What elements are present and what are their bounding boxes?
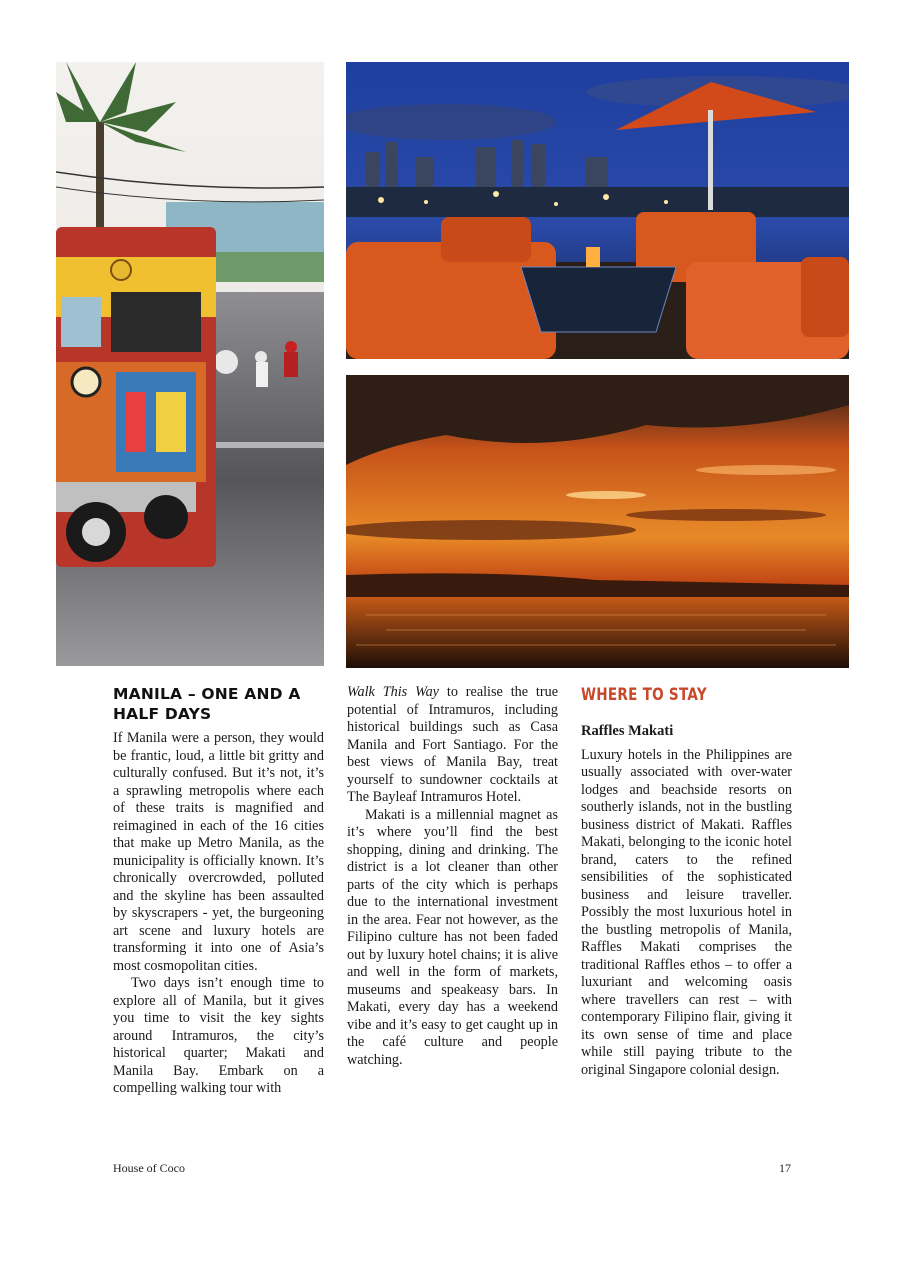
body-paragraph	[347, 684, 558, 807]
page-number: 17	[779, 1161, 791, 1175]
body-paragraph: Makati is a millennial magnet as it’s where you’ll find the best shopping, dining and drinking. The district is a lot cleaner than other parts of the city which is perhaps due to the international investment in the area. Fear not however, as the Filipino culture has not been faded out by luxury hotel chains; it is alive and well in the form of markets, museums and speakeasy bars. In Makati, every day has a weekend vibe and it’s easy to get caught up in the café culture and people watching.	[347, 806, 558, 1068]
article-column-3	[581, 684, 792, 1079]
hotel-name: Raffles Makati	[581, 723, 674, 739]
jeepney-photo	[56, 62, 324, 666]
body-text: to realise the true potential of Intramuros, including historical buildings such as Casa Manila and Fort Santiago. For the best views of Manila Bay, treat yourself to sundowner cocktails at The Bayleaf Intramuros Hotel.	[347, 684, 558, 805]
rooftop-lounge-photo	[346, 62, 849, 359]
section-headline: MANILA – ONE AND A HALF DAYS	[113, 685, 301, 723]
body-paragraph: If Manila were a person, they would be frantic, loud, a little bit gritty and culturally confused. But it’s not, it’s a sprawling metropolis where each of these traits is magnified and reimagined in each of the 16 cities that make up Metro Manila, as the municipality is officially known. It’s chronically overcrowded, polluted and the skyline has been assaulted by skyscrapers - yet, the burgeoning art scene and luxury hotels are transforming it into one of Asia’s most cosmopolitan cities.	[113, 730, 324, 974]
article-column-2	[347, 684, 558, 1069]
publication-name: House of Coco	[113, 1161, 185, 1175]
body-paragraph: Two days isn’t enough time to explore all of Manila, but it gives you time to visit the key sights around Intramuros, the city’s historical quarter; Makati and Manila Bay. Embark on a compelling walking tour with	[113, 975, 324, 1096]
manila-bay-sunset-photo	[346, 375, 849, 668]
article-column-1	[113, 684, 324, 1098]
where-to-stay-heading: WHERE TO STAY	[581, 685, 707, 705]
tour-name: Walk This Way	[347, 684, 439, 700]
body-paragraph: Luxury hotels in the Philippines are usually associated with over-water lodges and beachside resorts on southerly islands, not in the bustling business district of Makati. Raffles Makati, belonging to the iconic hotel brand, caters to the refined sensibilities of the sophisticated business and leisure traveller. Possibly the most luxurious hotel in the bustling metropolis of Manila, Raffles Makati comprises the traditional Raffles ethos – to offer a luxuriant and welcoming oasis where travellers can rest – with contemporary Filipino flair, giving it its own sense of time and place while still paying tribute to the original Singapore colonial design.	[581, 746, 792, 1078]
